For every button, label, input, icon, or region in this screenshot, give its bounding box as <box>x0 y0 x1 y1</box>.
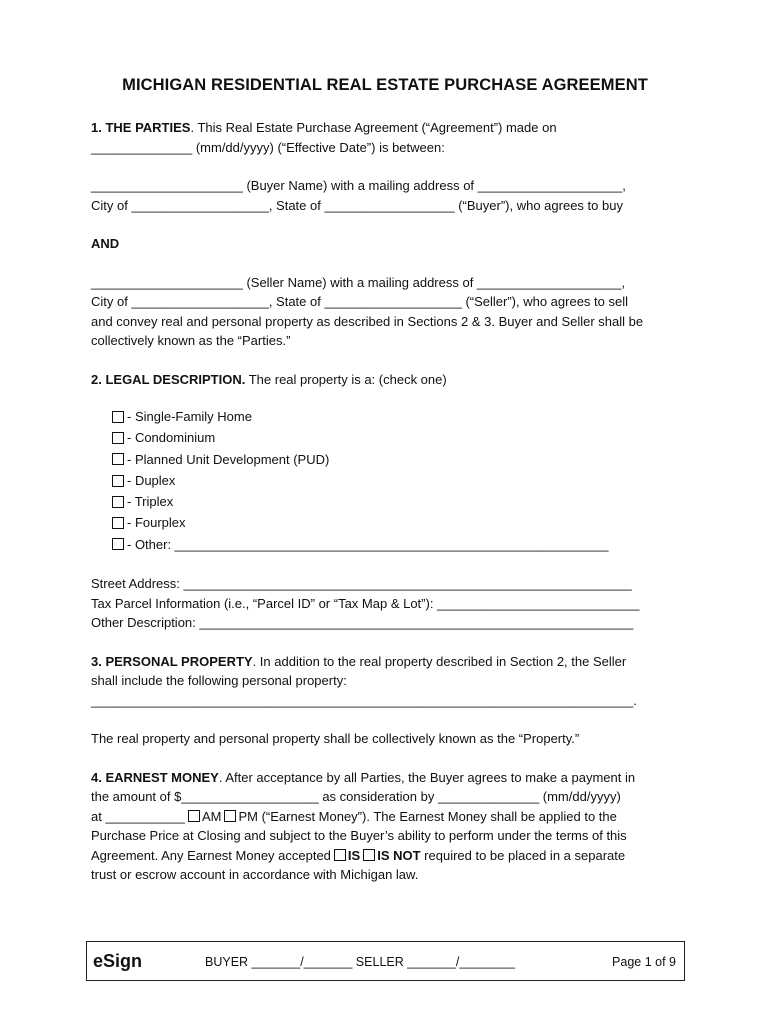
esign-logo: eSign <box>93 951 143 971</box>
pm-label: PM (“Earnest Money”). The Earnest Money shall be applied to the <box>238 808 617 824</box>
pm-checkbox[interactable] <box>224 810 236 822</box>
checkbox[interactable] <box>112 475 124 487</box>
earnest-line1: . After acceptance by all Parties, the Buyer agrees to make a payment in <box>218 769 636 785</box>
seller-line1: _____________________ (Seller Name) with a mailing address of ____________________, <box>91 274 626 290</box>
buyer-line1: _____________________ (Buyer Name) with a mailing address of ____________________, <box>91 178 626 193</box>
page-footer <box>86 941 685 981</box>
buyer-line2: City of ___________________, State of __________________ (“Buyer”), who agrees to buy <box>91 197 623 213</box>
earnest-heading: 4. EARNEST MONEY <box>91 769 219 785</box>
document-body <box>91 118 681 885</box>
is-checkbox[interactable] <box>334 849 346 861</box>
option-condominium[interactable]: - Condominium <box>112 427 681 448</box>
seller-line4: collectively known as the “Parties.” <box>91 333 291 348</box>
street-address-field[interactable]: Street Address: ______________________________________________________________ <box>91 576 632 592</box>
checkbox[interactable] <box>112 496 124 508</box>
parties-paragraph <box>91 118 681 138</box>
earnest-line3: at ___________ AM PM (“Earnest Money”). The Earnest Money shall be applied to the <box>91 808 617 824</box>
personal-heading: 3. PERSONAL PROPERTY <box>91 653 253 669</box>
and-separator: AND <box>91 236 120 251</box>
option-fourplex[interactable]: - Fourplex <box>112 512 681 533</box>
is-not-checkbox[interactable] <box>363 849 375 861</box>
document-title: MICHIGAN RESIDENTIAL REAL ESTATE PURCHASE AGREEMENT <box>122 76 648 94</box>
earnest-line2: the amount of $___________________ as consideration by ______________ (mm/dd/yyyy) <box>91 789 621 805</box>
legal-description-paragraph <box>91 370 681 390</box>
property-type-options <box>91 406 681 555</box>
checkbox[interactable] <box>112 411 124 423</box>
parties-line2: ______________ (mm/dd/yyyy) (“Effective Date”) is between: <box>91 139 445 155</box>
seller-line3: and convey real and personal property as described in Sections 2 & 3. Buyer and Seller shall be <box>91 313 644 329</box>
earnest-line4: Purchase Price at Closing and subject to the Buyer’s ability to perform under the terms of this <box>91 828 627 844</box>
checkbox[interactable] <box>112 538 124 550</box>
option-triplex[interactable]: - Triplex <box>112 491 681 512</box>
checkbox[interactable] <box>112 432 124 444</box>
personal-line2: shall include the following personal property: <box>91 673 347 689</box>
parties-heading: 1. THE PARTIES <box>91 120 191 135</box>
tax-parcel-field[interactable]: Tax Parcel Information (i.e., “Parcel ID” or “Tax Map & Lot”): ____________________________ <box>91 595 640 611</box>
checkbox[interactable] <box>112 453 124 465</box>
legal-intro: The real property is a: (check one) <box>245 371 447 387</box>
is-not-label: IS NOT <box>377 847 421 863</box>
option-single-family[interactable]: - Single-Family Home <box>112 406 681 427</box>
personal-line1: . In addition to the real property described in Section 2, the Seller <box>252 653 627 669</box>
initials-line[interactable]: BUYER _______/_______ SELLER _______/________ <box>205 955 515 969</box>
earnest-money-paragraph <box>91 768 681 788</box>
property-collective-statement: The real property and personal property shall be collectively known as the “Property.” <box>91 731 580 747</box>
page-number: Page 1 of 9 <box>612 955 676 969</box>
other-description-field[interactable]: Other Description: ____________________________________________________________ <box>91 615 634 631</box>
checkbox[interactable] <box>112 517 124 529</box>
earnest-line5: Agreement. Any Earnest Money accepted IS IS NOT required to be placed in a separate <box>91 847 626 863</box>
am-label: AM <box>201 808 222 824</box>
legal-heading: 2. LEGAL DESCRIPTION. <box>91 371 246 387</box>
am-checkbox[interactable] <box>188 810 200 822</box>
option-duplex[interactable]: - Duplex <box>112 470 681 491</box>
personal-property-paragraph <box>91 652 681 672</box>
is-label: IS <box>347 847 361 863</box>
option-other[interactable]: - Other: ____________________________________________________________ <box>112 534 681 555</box>
option-pud[interactable]: - Planned Unit Development (PUD) <box>112 449 681 470</box>
seller-line2: City of ___________________, State of ___________________ (“Seller”), who agrees to sell <box>91 294 629 309</box>
earnest-line6: trust or escrow account in accordance with Michigan law. <box>91 867 419 883</box>
parties-line1: . This Real Estate Purchase Agreement (“Agreement”) made on <box>190 120 557 135</box>
personal-property-field[interactable]: ___________________________________________________________________________. <box>91 692 637 708</box>
